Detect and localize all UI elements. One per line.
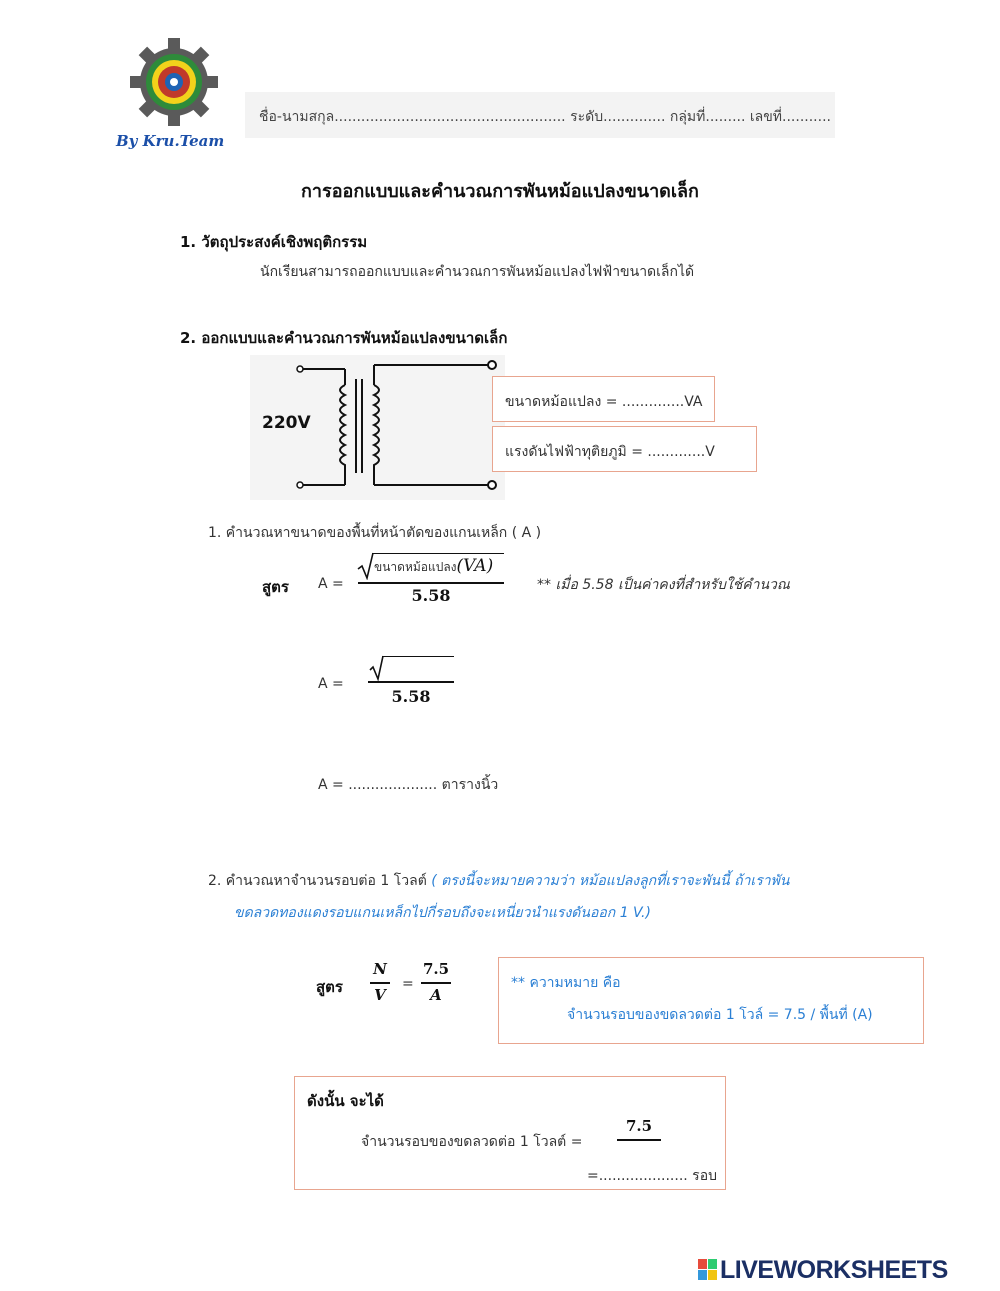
step2-heading: 2. คำนวณหาจำนวนรอบต่อ 1 โวลต์ (208, 873, 427, 889)
n-over-v-fraction (368, 960, 392, 1010)
a-denominator: A (430, 986, 442, 1004)
secondary-voltage-box (492, 426, 757, 472)
step1-formula-label: สูตร (262, 578, 289, 596)
conclusion-line: จำนวนรอบของขดลวดต่อ 1 โวลต์ = (361, 1134, 583, 1150)
sqrt-formula (356, 552, 506, 612)
section1-body: นักเรียนสามารถออกแบบและคำนวณการพันหม้อแปลงไฟฟ้าขนาดเล็กได้ (260, 264, 695, 280)
step2-heading-note: ( ตรงนี้จะหมายความว่า หม้อแปลงลูกที่เราจะพันนี้ ถ้าเราพัน (431, 873, 790, 889)
blank-sqrt-formula (368, 655, 456, 713)
primary-voltage-label: 220V (262, 413, 311, 433)
brand-signature: By Kru.Team (116, 132, 225, 150)
conclusion-box (294, 1076, 726, 1190)
gear-emblem-icon (128, 38, 220, 126)
sqrt-text: ขนาดหม้อแปลง (374, 560, 457, 574)
logo-text: LIVEWORKSHEETS (720, 1256, 948, 1284)
transformer-size-box (492, 376, 715, 422)
transformer-diagram (250, 355, 505, 500)
step1-a-equals-2: A = (318, 676, 344, 692)
section1-heading: 1. วัตถุประสงค์เชิงพฤติกรรม (180, 233, 368, 251)
meaning-title: ** ความหมาย คือ (511, 975, 621, 991)
step1-denominator: 5.58 (411, 586, 451, 605)
conclusion-title: ดังนั้น จะได้ (307, 1092, 384, 1110)
step2-heading-note-2: ขดลวดทองแดงรอบแกนเหล็กไปกี่รอบถึงจะเหนี่ยวนำแรงดันออก 1 V.) (234, 905, 651, 921)
constant-over-a-fraction (418, 960, 454, 1010)
step2-formula-label: สูตร (316, 978, 343, 996)
sqrt-unit: (VA) (456, 556, 494, 576)
step2-heading-line (208, 870, 789, 892)
meaning-box (498, 957, 924, 1044)
radical-sign-icon (356, 552, 376, 580)
meaning-body: จำนวนรอบของขดลวดต่อ 1 โวล์ = 7.5 / พื้นที่ (A) (567, 1007, 873, 1023)
v-denominator: V (374, 986, 386, 1004)
step1-denominator-2: 5.58 (391, 687, 431, 706)
step1-a-equals: A = (318, 576, 344, 592)
secondary-voltage-label: แรงดันไฟฟ้าทุติยภูมิ = .............V (505, 444, 715, 460)
sqrt-content (374, 556, 493, 577)
conclusion-result: =.................... รอบ (587, 1168, 717, 1184)
step2-equals: = (402, 976, 414, 992)
step1-heading: 1. คำนวณหาขนาดของพื้นที่หน้าตัดของแกนเหล็ก ( A ) (208, 525, 542, 541)
step1-result: A = .................... ตารางนิ้ว (318, 777, 499, 793)
page-title: การออกแบบและคำนวณการพันหม้อแปลงขนาดเล็ก (301, 181, 699, 202)
logo-blocks-icon (698, 1259, 718, 1281)
radical-sign-icon (368, 655, 386, 681)
liveworksheets-logo (698, 1256, 998, 1286)
student-info-line: ชื่อ-นามสกุล.................................................... ระดับ.............. กลุ่มที่......... เลขที่........... (259, 109, 831, 125)
student-info-bar (245, 92, 835, 138)
school-logo (128, 38, 220, 126)
constant-numerator: 7.5 (422, 960, 450, 978)
conclusion-numerator: 7.5 (625, 1117, 653, 1135)
transformer-size-label: ขนาดหม้อแปลง = ..............VA (505, 394, 703, 410)
constant-note: ** เมื่อ 5.58 เป็นค่าคงที่สำหรับใช้คำนวณ (537, 577, 790, 593)
n-numerator: N (373, 960, 387, 978)
section2-heading: 2. ออกแบบและคำนวณการพันหม้อแปลงขนาดเล็ก (180, 329, 508, 347)
